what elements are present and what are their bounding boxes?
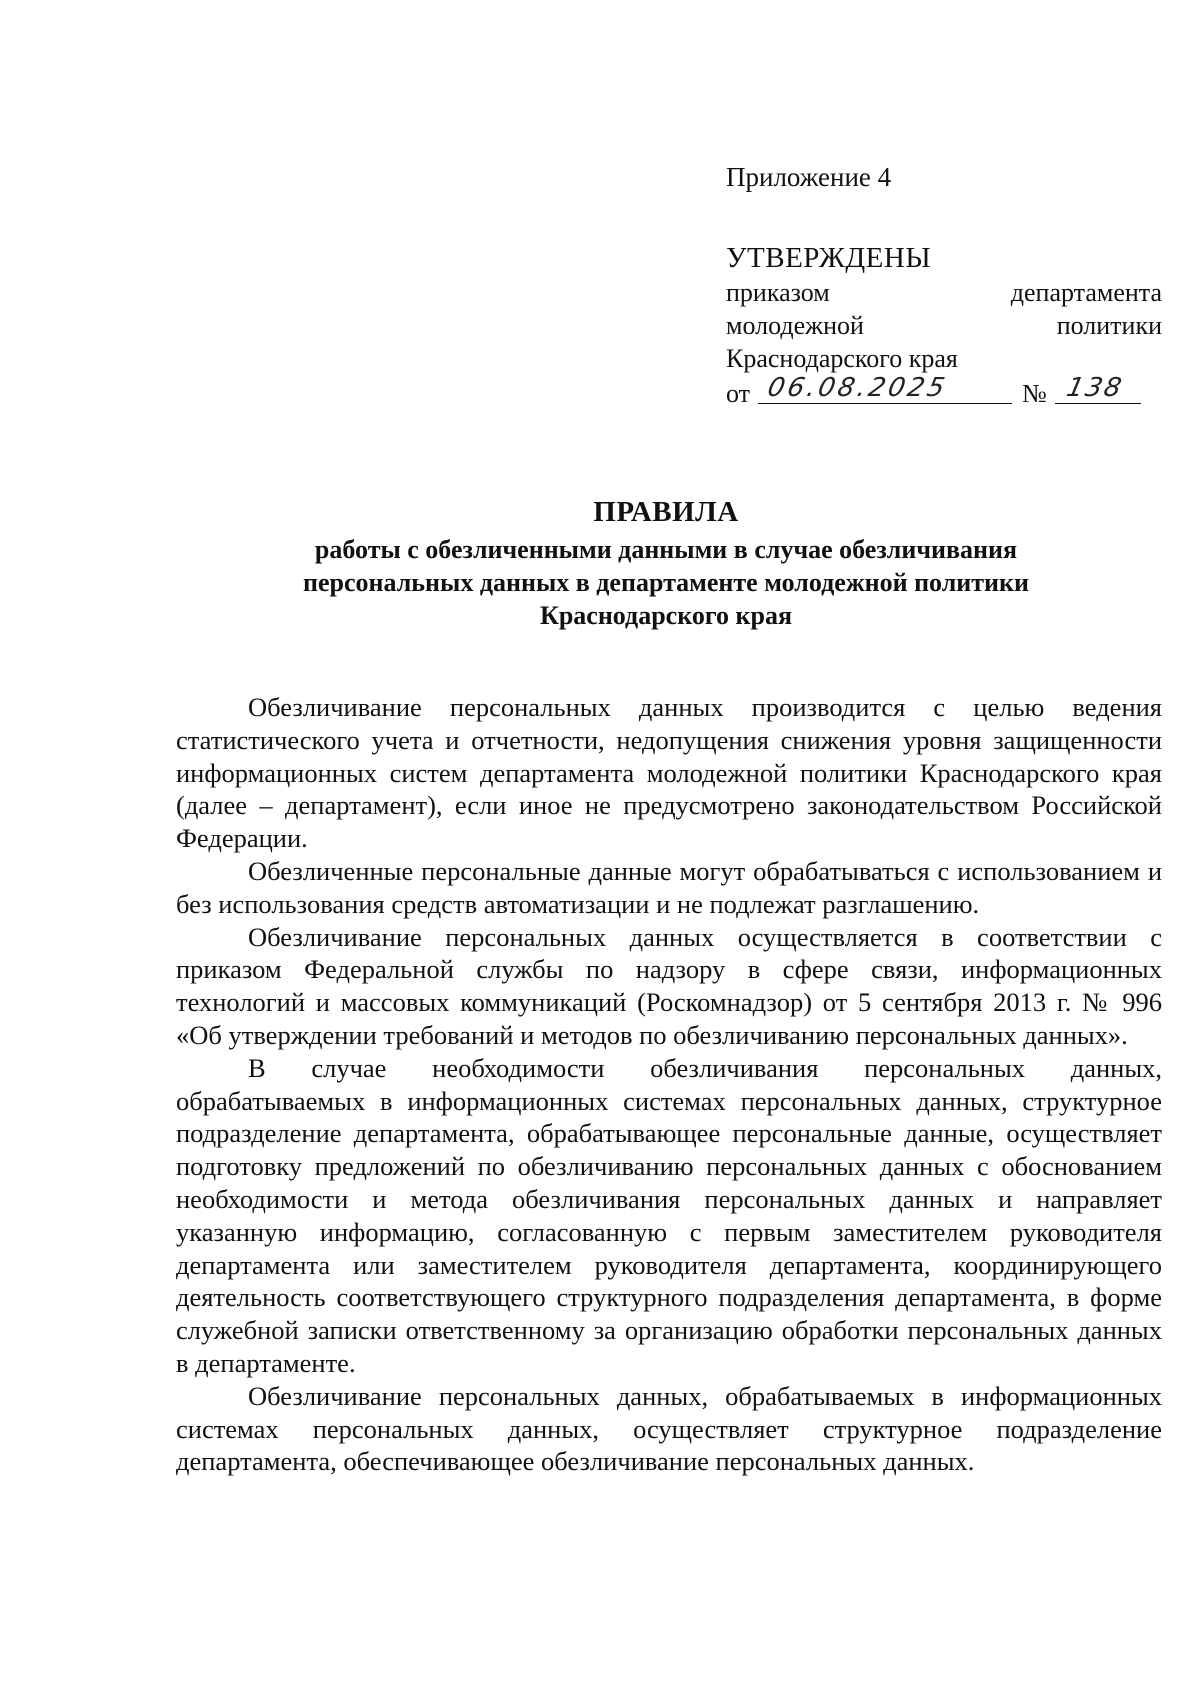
approval-line-2-left: молодежной [726, 311, 864, 340]
approved-heading: УТВЕРЖДЕНЫ [726, 242, 932, 274]
approval-line-1-left: приказом [726, 278, 830, 307]
handwritten-date: 06.08.2025 [764, 373, 951, 403]
approval-line-3: Краснодарского края [726, 344, 958, 373]
approval-block [726, 160, 1162, 410]
paragraph-1: Обезличивание персональных данных производится с целью ведения статистического учета и отчетности, недопущения снижения уровня защищенности информационных систем департамента молодежной политики Краснодарского края (далее – департамент), если иное не предусмотрено законодательством Российской Федерации. [176, 692, 1162, 854]
title-line-1: работы с обезличенными данными в случае обезличивания [314, 535, 1018, 564]
document-body [176, 691, 1162, 1478]
approval-line-2 [726, 309, 1162, 342]
number-fill-line [1055, 375, 1141, 404]
approval-line-2-right: политики [1056, 311, 1162, 340]
paragraph-4: В случае необходимости обезличивания персональных данных, обрабатываемых в информационных системах персональных данных, структурное подразделение департамента, обрабатывающее персональные данные, осуществляет подготовку предложений по обезличиванию персональных данных с обоснованием необходимости и метода обезличивания персональных данных и направляет указанную информацию, согласованную с первым заместителем руководителя департамента или заместителем руководителя департамента, координирующего деятельность соответствующего структурного подразделения департамента, в форме служебной записки ответственному за организацию обработки персональных данных в департаменте. [176, 1052, 1162, 1378]
title-main: ПРАВИЛА [593, 496, 739, 528]
title-line-2: персональных данных в департаменте молодежной политики [302, 568, 1029, 597]
title-line-3: Краснодарского края [539, 601, 793, 630]
paragraph-5: Обезличивание персональных данных, обрабатываемых в информационных системах персональных данных, осуществляет структурное подразделение департамента, обеспечивающее обезличивание персональных данных. [176, 1380, 1162, 1477]
date-fill-line [758, 375, 1012, 404]
appendix-label: Приложение 4 [726, 162, 892, 192]
paragraph-3: Обезличивание персональных данных осуществляется в соответствии с приказом Федеральной службы по надзору в сфере связи, информационных технологий и массовых коммуникаций (Роскомнадзор) от 5 сентября 2013 г. № 996 «Об утверждении требований и методов по обезличиванию персональных данных». [176, 921, 1162, 1050]
approval-line-1-right: департамента [1010, 278, 1162, 307]
from-label: от [726, 379, 751, 408]
document-title [176, 493, 1156, 632]
order-date-number-line [726, 375, 1162, 410]
approval-line-1 [726, 276, 1162, 309]
number-label: № [1022, 379, 1047, 408]
paragraph-2: Обезличенные персональные данные могут обрабатываться с использованием и без использования средств автоматизации и не подлежат разглашению. [176, 855, 1162, 919]
handwritten-number: 138 [1063, 373, 1126, 403]
